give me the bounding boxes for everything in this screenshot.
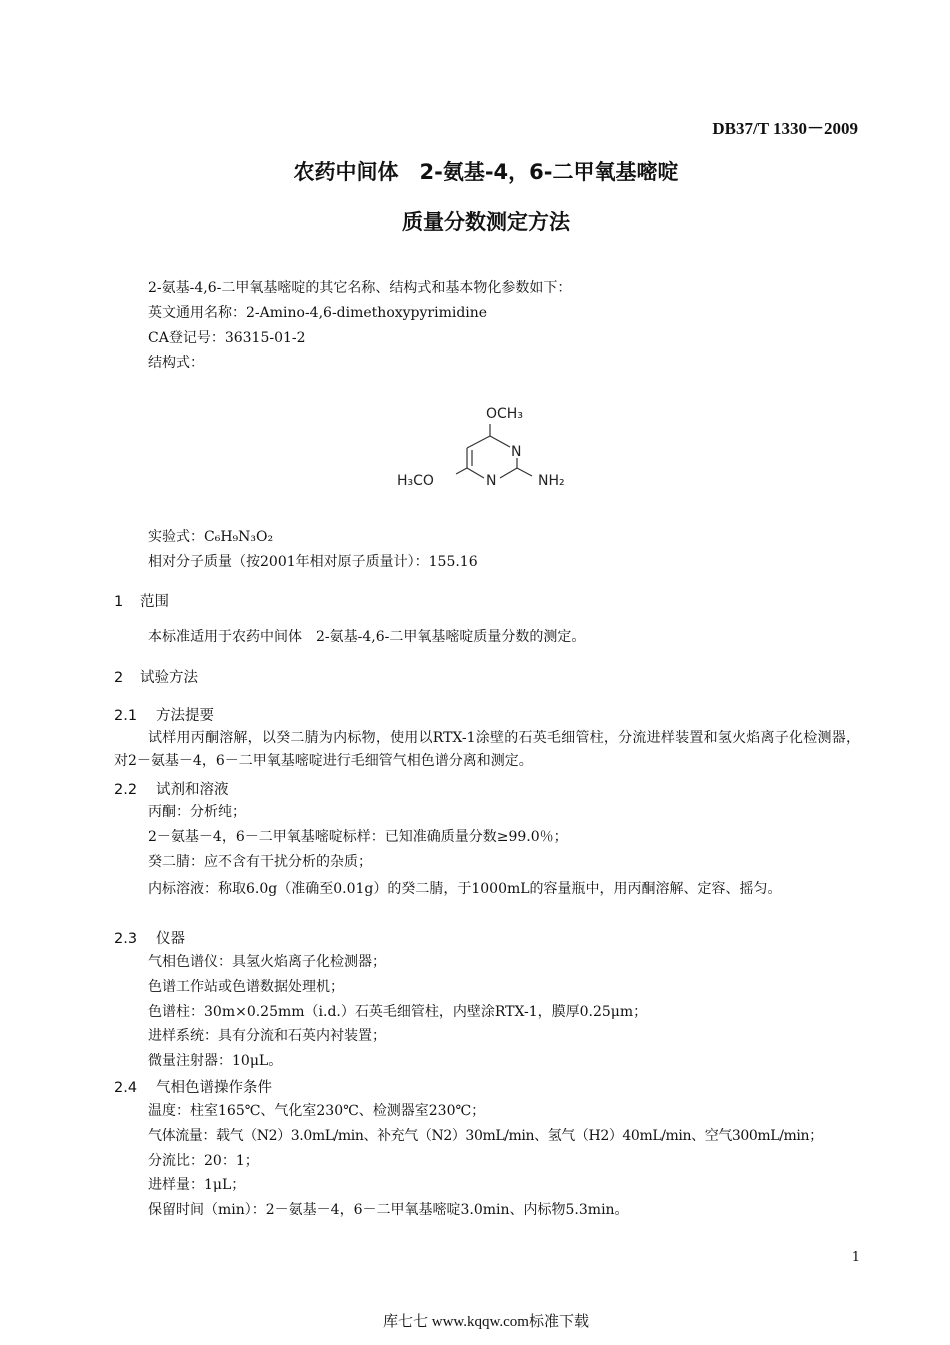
subsection-title: 气相色谱操作条件 [156,1080,272,1096]
document-title-line1: 农药中间体 2-氨基-4，6-二甲氧基嘧啶 [293,160,679,184]
ring-nitrogen-label: N [511,444,522,460]
bond [467,468,484,478]
section-number: 2 [114,670,124,686]
condition-line: 进样量：1μL； [148,1177,246,1193]
standard-code: DB37/T 1330－2009 [712,119,858,138]
formula-line [148,527,273,547]
section-number: 1 [114,594,124,610]
section-title: 范围 [140,594,169,610]
och3-group-label: OCH₃ [486,406,523,422]
subsection-number: 2.4 [114,1080,138,1096]
structural-formula [392,392,580,508]
formula-label: 实验式： [148,529,204,545]
reagent-line: 内标溶液：称取6.0g（准确至0.01g）的癸二腈，于1000mL的容量瓶中，用丙酮溶解、定容、摇匀。 [148,881,782,897]
section-1-text: 本标准适用于农药中间体 2-氨基-4,6-二甲氧基嘧啶质量分数的测定。 [148,629,586,645]
h3co-group-label: H₃CO [397,473,434,489]
subsection-title: 仪器 [156,931,185,947]
english-name-line: 英文通用名称：2-Amino-4,6-dimethoxypyrimidine [148,305,488,321]
footer-watermark: 库七七 www.kqqw.com标准下载 [383,1314,589,1330]
subsection-2-3-heading [114,927,185,948]
subsection-number: 2.2 [114,782,138,798]
bond [490,436,510,447]
reagent-line: 癸二腈：应不含有干扰分析的杂质； [148,854,372,870]
subsection-number: 2.1 [114,708,138,724]
document-title-line2: 质量分数测定方法 [402,210,570,234]
instrument-line: 微量注射器：10μL。 [148,1053,283,1069]
subsection-2-4-heading [114,1076,272,1097]
instrument-line: 色谱工作站或色谱数据处理机； [148,979,344,995]
intro-line: 2-氨基-4,6-二甲氧基嘧啶的其它名称、结构式和基本物化参数如下： [148,280,572,296]
bond [456,468,467,474]
structure-label: 结构式： [148,355,204,371]
section-title: 试验方法 [140,670,198,686]
instrument-line: 气相色谱仪：具氢火焰离子化检测器； [148,954,386,970]
subsection-title: 方法提要 [156,708,214,724]
condition-line: 分流比：20：1； [148,1153,259,1169]
subsection-2-1-heading [114,704,214,725]
bond [500,468,517,478]
instrument-line: 色谱柱：30m×0.25mm（i.d.）石英毛细管柱，内壁涂RTX-1，膜厚0.25μm； [148,1004,648,1020]
ring-nitrogen-label: N [486,473,497,489]
section-2-heading [114,666,198,687]
subsection-number: 2.3 [114,931,138,947]
subsection-title: 试剂和溶液 [156,782,229,798]
section-1-heading [114,590,169,611]
condition-line: 温度：柱室165℃、气化室230℃、检测器室230℃； [148,1103,486,1119]
bond [517,468,532,476]
reagent-line: 2－氨基－4，6－二甲氧基嘧啶标样：已知准确质量分数≥99.0％； [148,829,568,845]
condition-line: 气体流量：载气（N2）3.0mL/min、补充气（N2）30mL/min、氢气（H2）40mL/min、空气300mL/min； [148,1128,823,1144]
subsection-2-2-heading [114,778,229,799]
ca-number-line: CA登记号：36315-01-2 [148,330,306,346]
instrument-line: 进样系统：具有分流和石英内衬装置； [148,1028,386,1044]
page-number: 1 [851,1250,860,1265]
condition-line: 保留时间（min）：2－氨基－4，6－二甲氧基嘧啶3.0min、内标物5.3min。 [148,1202,629,1218]
reagent-line: 丙酮：分析纯； [148,804,246,820]
molecular-formula: C₆H₉N₃O₂ [204,529,274,545]
amino-group-label: NH₂ [538,473,565,489]
subsection-2-1-text: 试样用丙酮溶解，以癸二腈为内标物，使用以RTX-1涂壁的石英毛细管柱，分流进样装置和氢火焰离子化检测器，对2－氨基－4，6－二甲氧基嘧啶进行毛细管气相色谱分离和测定。 [114,730,860,769]
molecular-mass-line: 相对分子质量（按2001年相对原子质量计）：155.16 [148,554,478,570]
bond [467,436,490,448]
